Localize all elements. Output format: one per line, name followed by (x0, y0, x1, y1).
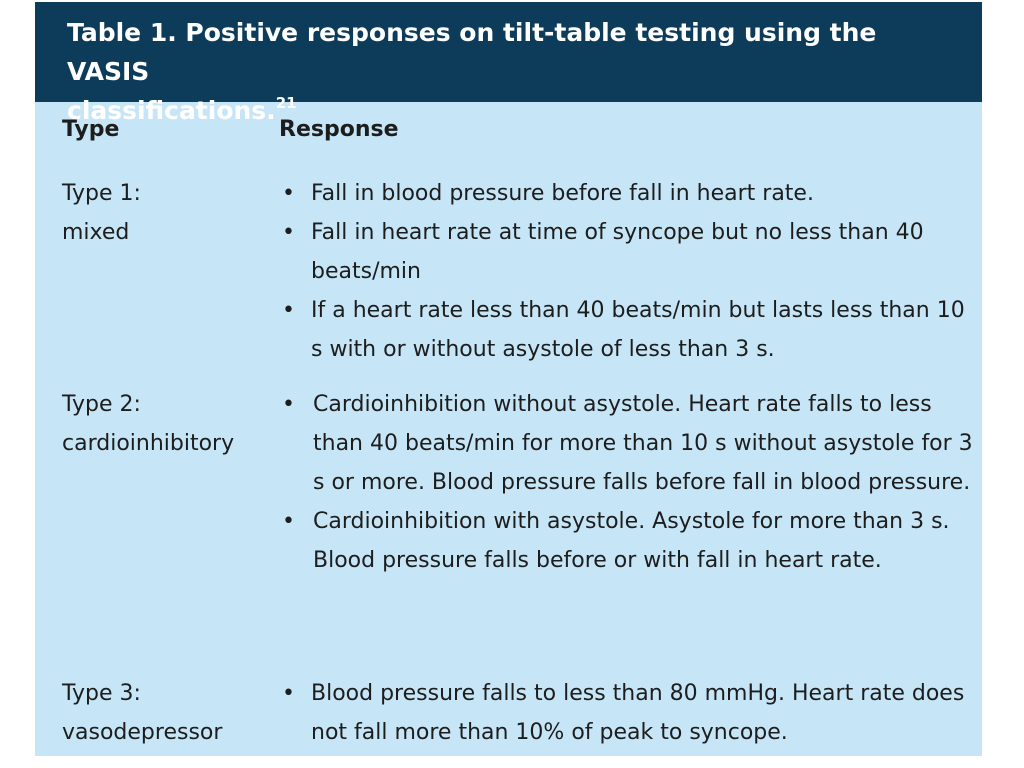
response-text: Fall in heart rate at time of syncope but no less than 40 beats/min (311, 220, 924, 284)
response-item (279, 502, 979, 580)
column-header-response: Response (279, 117, 399, 142)
response-list (279, 174, 979, 369)
response-text: Fall in blood pressure before fall in heart rate. (311, 181, 814, 206)
table-title-text: classifications. (67, 96, 276, 125)
vasis-table (35, 2, 982, 756)
bullet-icon: • (282, 181, 295, 206)
response-item (279, 213, 979, 291)
row-type-name: cardioinhibitory (62, 431, 235, 456)
response-text: Cardioinhibition without asystole. Heart rate falls to less than 40 beats/min for more than 10 s without asystole for 3 s or more. Blood pressure falls before fall in blood pressure. (313, 392, 973, 495)
row-type-label: Type 1: (62, 181, 141, 206)
response-text: Cardioinhibition with asystole. Asystole for more than 3 s. Blood pressure falls before or with fall in heart rate. (313, 509, 950, 573)
response-item (279, 385, 979, 502)
bullet-icon: • (282, 681, 295, 706)
table-title-reference: 21 (275, 94, 297, 112)
row-type-name: vasodepressor (62, 720, 223, 745)
row-type-cell (62, 674, 272, 752)
row-type-label: Type 3: (62, 681, 141, 706)
bullet-icon: • (282, 392, 295, 417)
bullet-icon: • (282, 298, 295, 323)
row-type-label: Type 2: (62, 392, 141, 417)
response-list (279, 385, 979, 580)
row-type-cell (62, 174, 272, 252)
column-header-row (35, 117, 982, 157)
table-title (35, 2, 982, 125)
bullet-icon: • (282, 509, 295, 534)
bullet-icon: • (282, 220, 295, 245)
row-type-cell (62, 385, 272, 463)
response-text: If a heart rate less than 40 beats/min but lasts less than 10 s with or without asystole of less than 3 s. (311, 298, 965, 362)
response-list (279, 674, 979, 752)
response-item (279, 291, 979, 369)
response-item (279, 674, 979, 752)
column-header-type: Type (62, 117, 120, 142)
row-type-name: mixed (62, 220, 130, 245)
response-item (279, 174, 979, 213)
table-title-line-1: Table 1. Positive responses on tilt-table testing using the VASIS (67, 18, 877, 86)
response-text: Blood pressure falls to less than 80 mmHg. Heart rate does not fall more than 10% of peak to syncope. (311, 681, 965, 745)
